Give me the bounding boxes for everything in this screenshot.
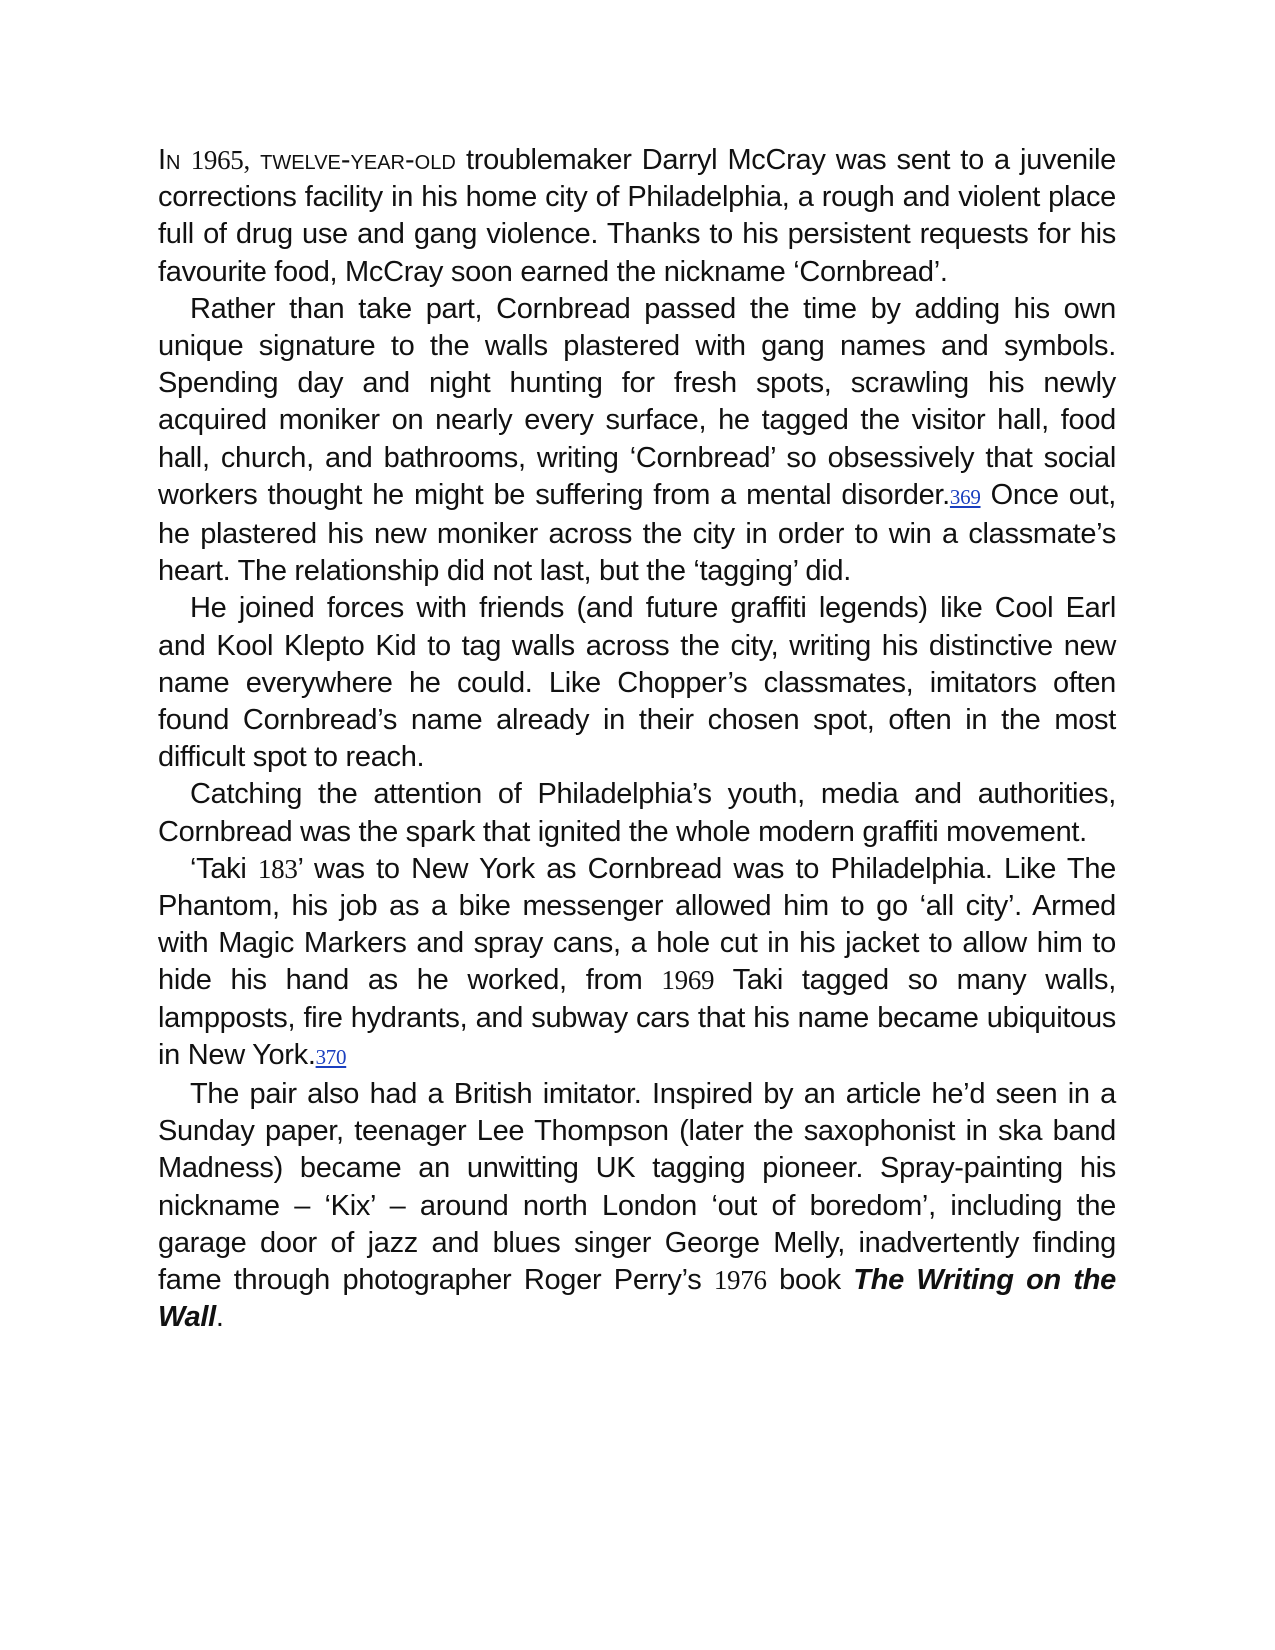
paragraph-1	[158, 142, 1116, 291]
paragraph-4	[158, 776, 1116, 850]
paragraph-1-text: troublemaker Darryl McCray was sent to a juvenile corrections facility in his home city of Philadelphia, a rough and violent place full of drug use and gang violence. Thanks to his persistent requests for his favourite food, McCray soon earned the nickname ‘Cornbread’.	[158, 144, 1116, 288]
paragraph-5-text-c: Taki tagged so many walls, lampposts, fire hydrants, and subway cars that his name became ubiquitous in New York.	[158, 964, 1116, 1071]
document-page	[158, 142, 1116, 1337]
paragraph-3-text: He joined forces with friends (and future graffiti legends) like Cool Earl and Kool Klepto Kid to tag walls across the city, writing his distinctive new name everywhere he could. Like Chopper’s classmates, imitators often found Cornbread’s name already in their chosen spot, often in the most difficult spot to reach.	[158, 592, 1116, 774]
year-1976: 1976	[713, 1265, 767, 1296]
paragraph-3	[158, 590, 1116, 776]
paragraph-5-text-a: ‘Taki	[190, 852, 258, 885]
number-183: 183	[257, 853, 298, 884]
paragraph-6-text-a: The pair also had a British imitator. Inspired by an article he’d seen in a Sunday paper, teenager Lee Thompson (later the saxophonist in ska band Madness) became an unwitting UK tagging pioneer. Spray-painting his nickname – ‘Kix’ – around north London ‘out of boredom’, including the garage door of jazz and blues singer George Melly, inadvertently finding fame through photographer Roger Perry’s	[158, 1078, 1116, 1297]
footnote-link-370[interactable]: 370	[315, 1044, 347, 1069]
year-1965: 1965,	[190, 145, 250, 175]
paragraph-2	[158, 291, 1116, 591]
paragraph-2-text-a: Rather than take part, Cornbread passed the time by adding his own unique signature to the walls plastered with gang names and symbols. Spending day and night hunting for fresh spots, scrawling his newly acquired moniker on nearly every surface, he tagged the visitor hall, food hall, church, and bathrooms, writing ‘Cornbread’ so obsessively that social workers thought he might be suffering from a mental disorder.	[158, 292, 1116, 511]
opening-phrase: twelve-year-old	[260, 144, 456, 176]
footnote-link-369[interactable]: 369	[949, 484, 981, 509]
paragraph-5	[158, 851, 1116, 1076]
paragraph-4-text: Catching the attention of Philadelphia’s youth, media and authorities, Cornbread was the spark that ignited the whole modern graffiti movement.	[158, 778, 1116, 848]
paragraph-5-text-b: ’ was to New York as Cornbread was to Philadelphia. Like The Phantom, his job as a bike messenger allowed him to go ‘all city’. Armed with Magic Markers and spray cans, a hole cut in his jacket to allow him to hide his hand as he worked, from	[158, 852, 1116, 997]
paragraph-6	[158, 1076, 1116, 1336]
paragraph-2-text-b: Once out, he plastered his new moniker across the city in order to win a classmate’s heart. The relationship did not last, but the ‘tagging’ did.	[158, 478, 1116, 588]
book-title: The Writing on the Wall	[158, 1264, 1116, 1334]
opening-word: In	[158, 144, 181, 176]
paragraph-6-text-b: book	[766, 1264, 854, 1297]
year-1969: 1969	[661, 965, 715, 996]
paragraph-6-text-c: .	[215, 1301, 224, 1334]
